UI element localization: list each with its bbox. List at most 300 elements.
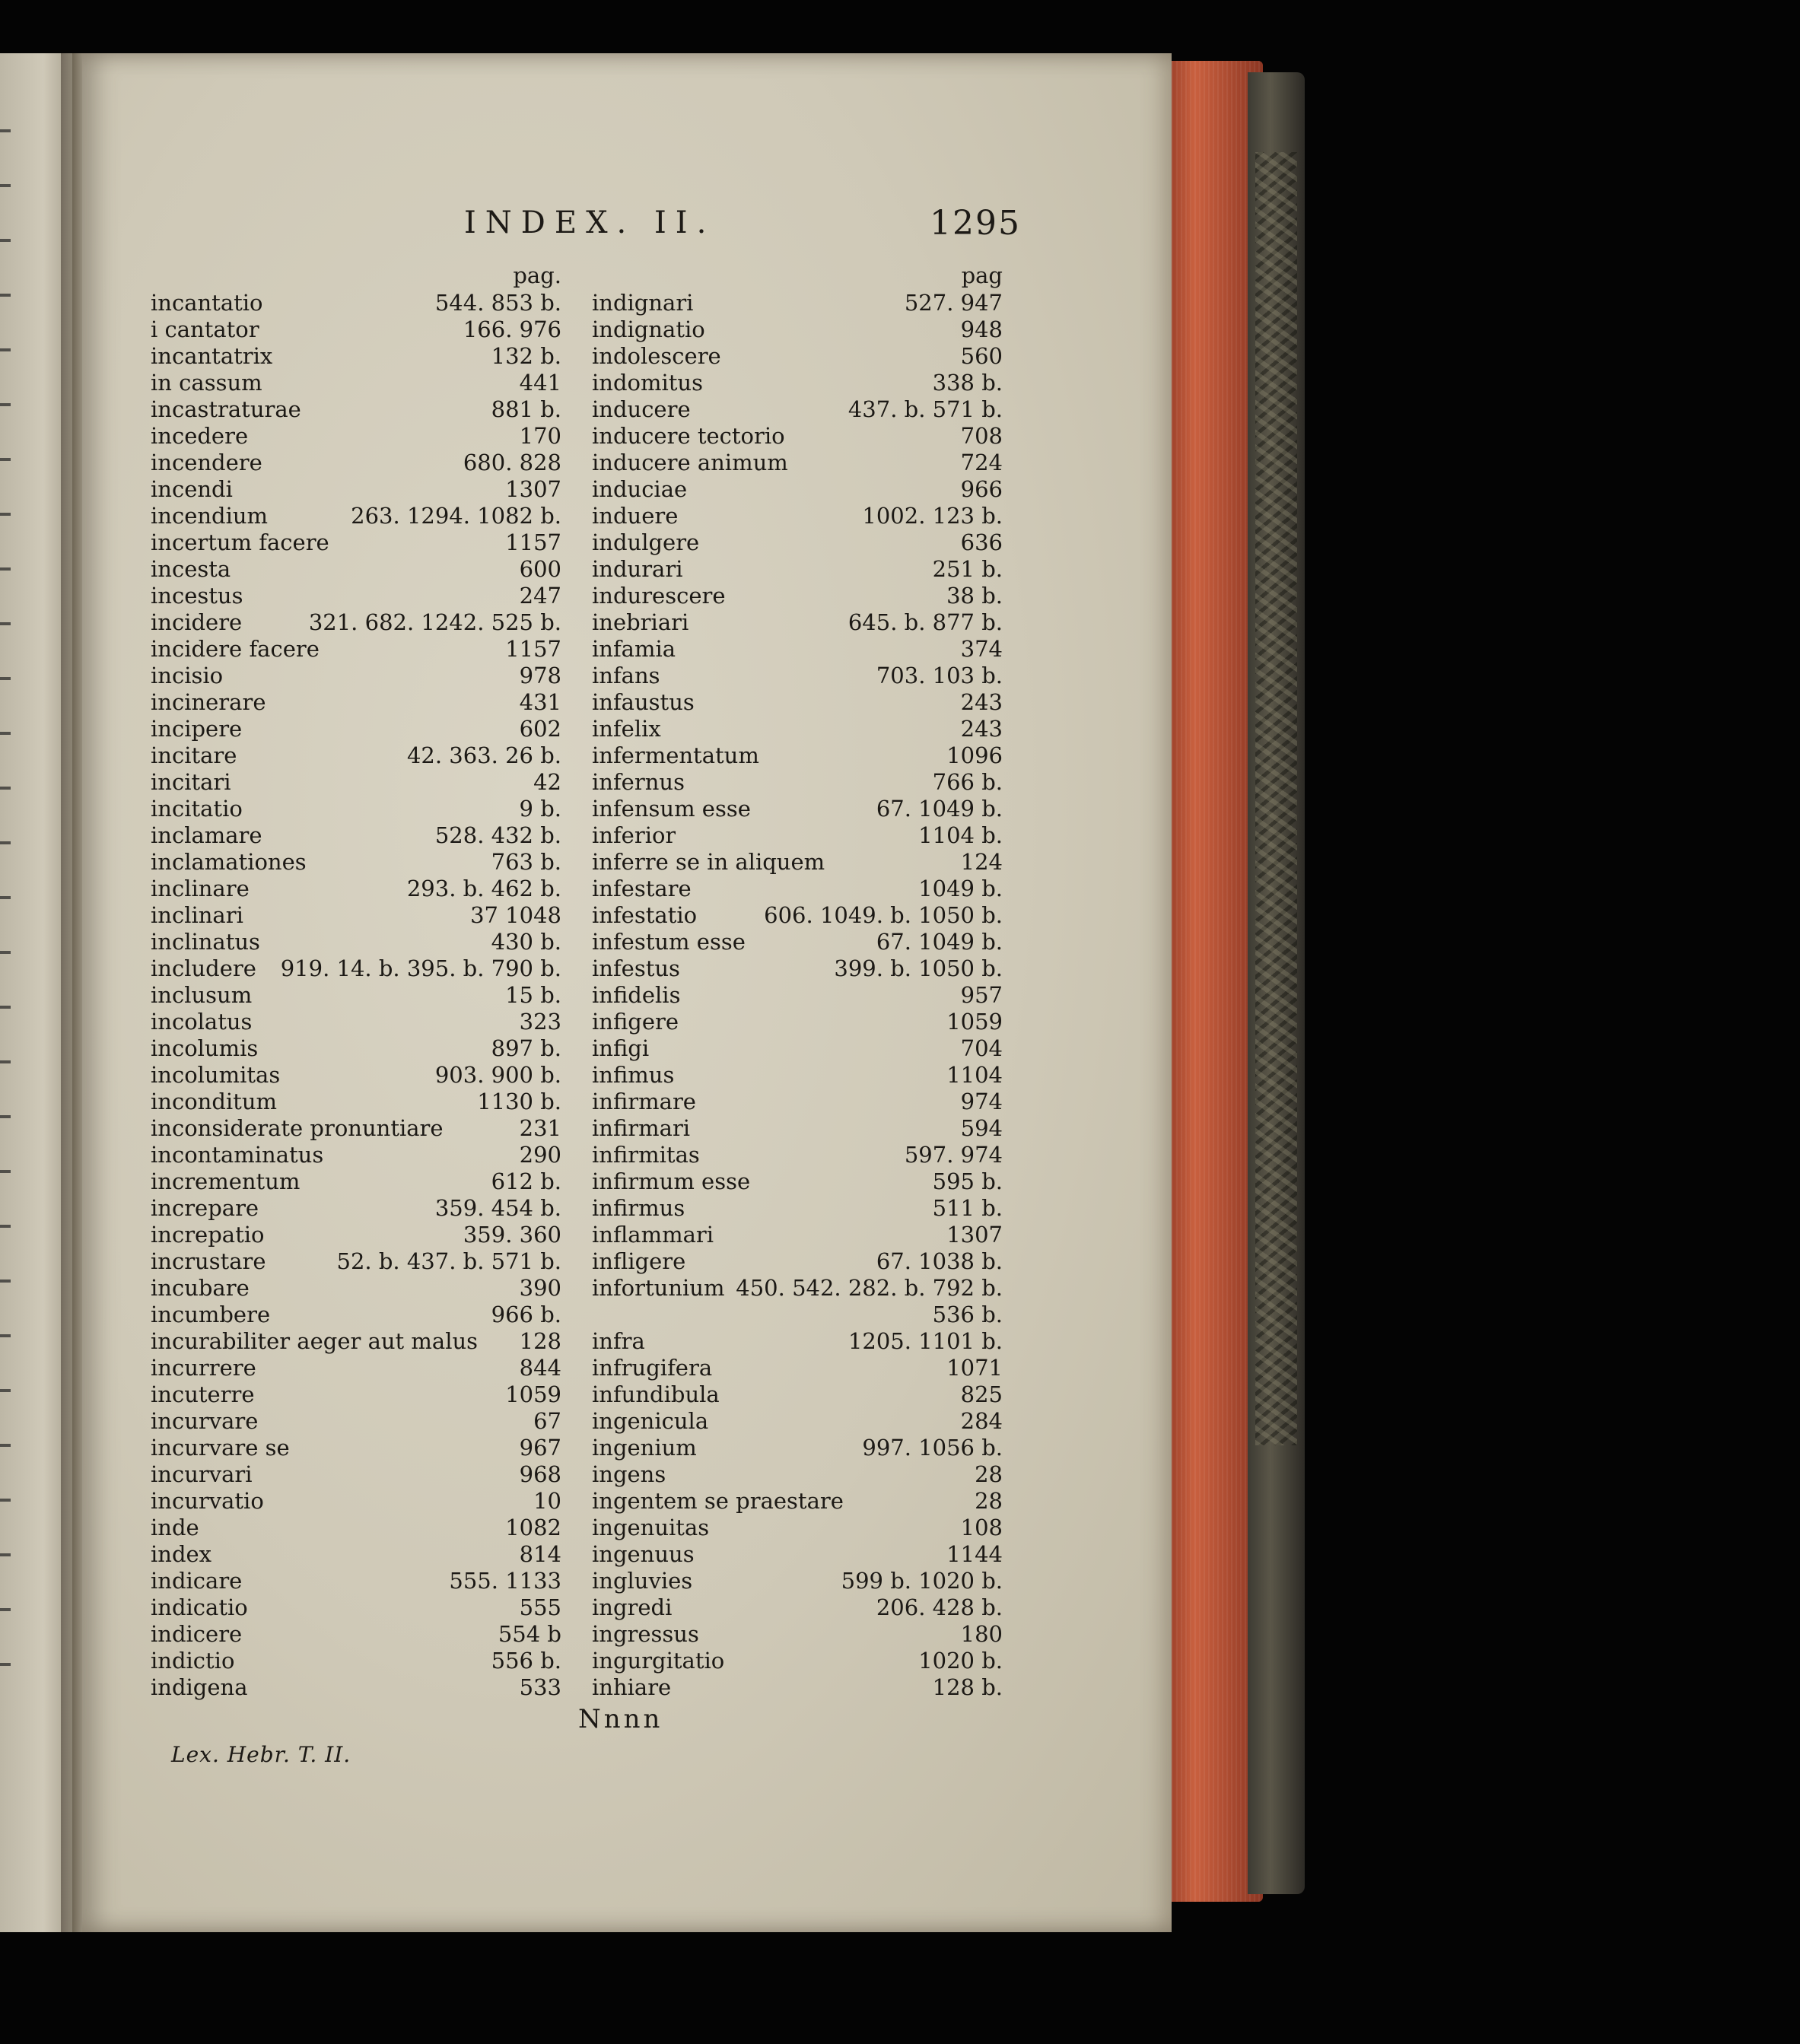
entry-pages: 1104 (946, 1062, 1003, 1088)
entry-pages: 10 (533, 1488, 561, 1514)
entry-term: incertum facere (151, 529, 329, 555)
entry-term: ingenicula (592, 1408, 709, 1434)
entry-pages: 132 b. (491, 343, 561, 369)
entry-pages: 28 (975, 1488, 1003, 1514)
entry-pages: 1104 b. (918, 822, 1003, 848)
entry-term: incubare (151, 1275, 250, 1301)
entry-pages: 844 (519, 1355, 561, 1381)
index-entry (592, 1302, 1003, 1328)
entry-term: ingenuitas (592, 1515, 710, 1540)
index-entry (151, 1461, 561, 1488)
entry-pages: 997. 1056 b. (862, 1435, 1003, 1461)
index-entry (151, 609, 561, 636)
entry-pages: 247 (519, 583, 561, 609)
entry-term: infirmare (592, 1089, 696, 1114)
entry-term: incolatus (151, 1009, 253, 1035)
entry-term: incantatrix (151, 343, 273, 369)
entry-term: infaustus (592, 689, 695, 715)
entry-term: ingredi (592, 1594, 673, 1620)
index-entry (151, 423, 561, 450)
entry-term: inducere tectorio (592, 423, 785, 449)
entry-pages: 957 (960, 982, 1003, 1008)
entry-term: infermentatum (592, 742, 759, 768)
entry-pages: 437. b. 571 b. (848, 396, 1003, 422)
entry-term: incurabiliter aeger aut malus (151, 1328, 479, 1354)
entry-pages: 243 (960, 716, 1003, 742)
index-entry (592, 876, 1003, 902)
entry-pages: 52. b. 437. b. 571 b. (336, 1248, 561, 1274)
index-entry (151, 529, 561, 556)
entry-term: infigere (592, 1009, 679, 1035)
entry-pages: 555 (519, 1594, 561, 1620)
entry-term: inferior (592, 822, 676, 848)
entry-pages: 1307 (505, 476, 561, 502)
entry-term: inhiare (592, 1674, 672, 1700)
entry-pages: 243 (960, 689, 1003, 715)
index-entry (592, 1248, 1003, 1275)
entry-pages: 1307 (946, 1222, 1003, 1248)
index-entry (151, 1168, 561, 1195)
index-entry (592, 796, 1003, 822)
index-entry (151, 1488, 561, 1515)
index-entry (592, 1062, 1003, 1089)
entry-pages: 600 (519, 556, 561, 582)
entry-term: i cantator (151, 316, 259, 342)
entry-pages: 1082 (505, 1515, 561, 1540)
entry-term: inde (151, 1515, 199, 1540)
entry-term: inclinare (151, 876, 250, 901)
entry-term: incidere (151, 609, 243, 635)
entry-pages: 321. 682. 1242. 525 b. (308, 609, 561, 635)
entry-pages: 1059 (946, 1009, 1003, 1035)
entry-pages: 67. 1038 b. (876, 1248, 1003, 1274)
index-entry (592, 1381, 1003, 1408)
entry-pages: 881 b. (491, 396, 561, 422)
entry-pages: 359. 454 b. (434, 1195, 561, 1221)
index-entry (151, 1408, 561, 1435)
index-entry (592, 1035, 1003, 1062)
index-entry (592, 503, 1003, 529)
index-entry (151, 1568, 561, 1594)
entry-pages: 206. 428 b. (876, 1594, 1003, 1620)
entry-pages: 704 (960, 1035, 1003, 1061)
index-entry (151, 1115, 561, 1142)
entry-term: infamia (592, 636, 676, 662)
entry-pages: 108 (960, 1515, 1003, 1540)
entry-term: infestum esse (592, 929, 746, 955)
entry-pages: 1157 (505, 529, 561, 555)
index-entry (592, 1621, 1003, 1648)
entry-term: infligere (592, 1248, 686, 1274)
entry-term: inclinatus (151, 929, 260, 955)
entry-term: infirmum esse (592, 1168, 751, 1194)
index-entry (592, 849, 1003, 876)
entry-term: incastraturae (151, 396, 301, 422)
index-entry (592, 822, 1003, 849)
entry-term: indurari (592, 556, 683, 582)
index-entry (592, 1461, 1003, 1488)
entry-pages: 967 (519, 1435, 561, 1461)
entry-term: inclamationes (151, 849, 307, 875)
entry-term: ingens (592, 1461, 666, 1487)
index-entry (592, 663, 1003, 689)
entry-pages: 554 b (498, 1621, 561, 1647)
entry-term: incumbere (151, 1302, 271, 1327)
entry-pages: 612 b. (491, 1168, 561, 1194)
entry-term: infestatio (592, 902, 698, 928)
index-entry (151, 1328, 561, 1355)
entry-term: indigena (151, 1674, 248, 1700)
left-page-text-fragments (0, 106, 11, 1704)
entry-term: incrementum (151, 1168, 301, 1194)
entry-term: inconsiderate pronuntiare (151, 1115, 444, 1141)
entry-pages: 180 (960, 1621, 1003, 1647)
index-entry (151, 902, 561, 929)
entry-pages: 555. 1133 (449, 1568, 561, 1594)
index-entry (151, 503, 561, 529)
entry-term: incitare (151, 742, 237, 768)
entry-pages: 441 (519, 370, 561, 396)
entry-term: infirmus (592, 1195, 685, 1221)
index-entry (592, 955, 1003, 982)
running-head: INDEX. II. (464, 205, 716, 240)
index-entry (151, 1302, 561, 1328)
entry-pages: 284 (960, 1408, 1003, 1434)
index-entry (151, 1009, 561, 1035)
index-entry (592, 423, 1003, 450)
entry-term: incurvari (151, 1461, 253, 1487)
signature-mark: Lex. Hebr. T. II. (171, 1742, 351, 1767)
index-column-left (151, 262, 561, 1701)
entry-pages: 594 (960, 1115, 1003, 1141)
index-entry (592, 1142, 1003, 1168)
entry-term: incrustare (151, 1248, 266, 1274)
index-entry (151, 1222, 561, 1248)
index-entry (592, 1594, 1003, 1621)
index-entry (592, 742, 1003, 769)
index-entry (151, 796, 561, 822)
entry-pages: 42. 363. 26 b. (406, 742, 561, 768)
entry-pages: 263. 1294. 1082 b. (351, 503, 561, 529)
entry-term: inferre se in aliquem (592, 849, 825, 875)
entry-pages: 1096 (946, 742, 1003, 768)
entry-term: in cassum (151, 370, 262, 396)
entry-term: ingressus (592, 1621, 699, 1647)
entry-term: includere (151, 955, 256, 981)
index-entry (592, 316, 1003, 343)
entry-term: incinerare (151, 689, 266, 715)
entry-term: incuterre (151, 1381, 255, 1407)
entry-pages: 166. 976 (463, 316, 561, 342)
entry-pages: 67. 1049 b. (876, 929, 1003, 955)
index-entry (151, 982, 561, 1009)
entry-pages: 948 (960, 316, 1003, 342)
index-entry (592, 1222, 1003, 1248)
index-entry (151, 583, 561, 609)
index-entry (592, 529, 1003, 556)
entry-pages: 966 b. (491, 1302, 561, 1327)
index-entry (151, 1674, 561, 1701)
entry-term: infans (592, 663, 660, 688)
entry-pages: 1157 (505, 636, 561, 662)
entry-term: incendi (151, 476, 233, 502)
entry-pages: 919. 14. b. 395. b. 790 b. (280, 955, 561, 981)
index-entry (592, 450, 1003, 476)
entry-term: ingenuus (592, 1541, 695, 1567)
entry-pages: 703. 103 b. (876, 663, 1003, 688)
index-entry (151, 1062, 561, 1089)
entry-term: inclamare (151, 822, 262, 848)
entry-pages: 527. 947 (904, 290, 1003, 316)
index-entry (592, 1515, 1003, 1541)
entry-term: incisio (151, 663, 224, 688)
entry-term: infundibula (592, 1381, 720, 1407)
index-entry (592, 1541, 1003, 1568)
entry-pages: 128 (519, 1328, 561, 1354)
index-entry (151, 636, 561, 663)
entry-pages: 528. 432 b. (434, 822, 561, 848)
entry-term: infernus (592, 769, 685, 795)
entry-term: incolumis (151, 1035, 259, 1061)
index-entry (592, 556, 1003, 583)
index-entry (592, 1674, 1003, 1701)
entry-term: incolumitas (151, 1062, 281, 1088)
entry-pages: 1049 b. (918, 876, 1003, 901)
index-entry (151, 1275, 561, 1302)
entry-pages: 903. 900 b. (434, 1062, 561, 1088)
index-entry (151, 1594, 561, 1621)
index-entry (592, 583, 1003, 609)
entry-term: incipere (151, 716, 243, 742)
entry-pages: 1144 (946, 1541, 1003, 1567)
index-entry (151, 1381, 561, 1408)
index-entry (592, 1009, 1003, 1035)
entry-term: indictio (151, 1648, 235, 1674)
entry-list-left (151, 290, 561, 1701)
entry-pages: 511 b. (932, 1195, 1003, 1221)
entry-term: ingentem se praestare (592, 1488, 844, 1514)
index-entry (151, 955, 561, 982)
entry-term: infidelis (592, 982, 681, 1008)
entry-pages: 968 (519, 1461, 561, 1487)
entry-term: ingluvies (592, 1568, 693, 1594)
entry-term: indicare (151, 1568, 243, 1594)
entry-term: indicatio (151, 1594, 248, 1620)
index-entry (592, 290, 1003, 316)
entry-pages: 124 (960, 849, 1003, 875)
entry-pages: 1002. 123 b. (862, 503, 1003, 529)
index-entry (151, 716, 561, 742)
entry-term: inclusum (151, 982, 253, 1008)
entry-term: indolescere (592, 343, 721, 369)
entry-term: infigi (592, 1035, 650, 1061)
entry-term: inducere (592, 396, 691, 422)
pag-label: pag (961, 262, 1003, 288)
pag-label: pag. (513, 262, 561, 288)
entry-term: inclinari (151, 902, 243, 928)
index-entry (151, 1621, 561, 1648)
entry-pages: 636 (960, 529, 1003, 555)
index-entry (592, 636, 1003, 663)
entry-term: inducere animum (592, 450, 788, 475)
entry-pages: 825 (960, 1381, 1003, 1407)
catchword: Nnnn (578, 1704, 663, 1734)
entry-pages: 897 b. (491, 1035, 561, 1061)
index-entry (592, 1568, 1003, 1594)
index-entry (592, 689, 1003, 716)
index-entry (592, 1488, 1003, 1515)
entry-term: incidere facere (151, 636, 320, 662)
index-entry (151, 1541, 561, 1568)
index-entry (151, 1195, 561, 1222)
entry-pages: 42 (533, 769, 561, 795)
entry-term: indurescere (592, 583, 726, 609)
index-entry (592, 343, 1003, 370)
entry-term: induciae (592, 476, 688, 502)
entry-pages: 1130 b. (477, 1089, 561, 1114)
entry-pages: 814 (519, 1541, 561, 1567)
entry-pages: 680. 828 (463, 450, 561, 475)
entry-term: increpatio (151, 1222, 265, 1248)
index-entry (592, 902, 1003, 929)
index-entry (592, 1408, 1003, 1435)
entry-term: inconditum (151, 1089, 277, 1114)
entry-pages: 374 (960, 636, 1003, 662)
entry-term: ingenium (592, 1435, 697, 1461)
index-entry (592, 1115, 1003, 1142)
entry-pages: 766 b. (932, 769, 1003, 795)
entry-term: incantatio (151, 290, 263, 316)
entry-pages: 708 (960, 423, 1003, 449)
entry-pages: 1071 (946, 1355, 1003, 1381)
entry-pages: 338 b. (932, 370, 1003, 396)
entry-term: indignatio (592, 316, 705, 342)
entry-term: incitari (151, 769, 231, 795)
entry-pages: 544. 853 b. (434, 290, 561, 316)
entry-term: inebriari (592, 609, 689, 635)
entry-pages: 1059 (505, 1381, 561, 1407)
entry-pages: 450. 542. 282. b. 792 b. (736, 1275, 1003, 1301)
entry-pages: 170 (519, 423, 561, 449)
index-entry (592, 1275, 1003, 1302)
entry-pages: 128 b. (932, 1674, 1003, 1700)
entry-pages: 966 (960, 476, 1003, 502)
index-entry (151, 476, 561, 503)
entry-term: incendere (151, 450, 262, 475)
entry-pages: 1020 b. (918, 1648, 1003, 1674)
entry-pages: 599 b. 1020 b. (841, 1568, 1003, 1594)
entry-pages: 1205. 1101 b. (848, 1328, 1003, 1354)
entry-term: indignari (592, 290, 694, 316)
index-entry (592, 716, 1003, 742)
index-entry (592, 1168, 1003, 1195)
entry-term: infensum esse (592, 796, 751, 822)
entry-term: incestus (151, 583, 243, 609)
index-entry (592, 1648, 1003, 1674)
index-entry (151, 1035, 561, 1062)
entry-term: infirmari (592, 1115, 691, 1141)
entry-term: infra (592, 1328, 645, 1354)
entry-pages: 978 (519, 663, 561, 688)
index-entry (592, 1435, 1003, 1461)
index-entry (151, 849, 561, 876)
entry-pages: 28 (975, 1461, 1003, 1487)
index-entry (151, 316, 561, 343)
index-entry (151, 1248, 561, 1275)
entry-pages: 323 (519, 1009, 561, 1035)
entry-term: induere (592, 503, 679, 529)
entry-term: indulgere (592, 529, 700, 555)
entry-pages: 15 b. (505, 982, 561, 1008)
entry-term: incurvatio (151, 1488, 264, 1514)
entry-list-right (592, 290, 1003, 1701)
entry-pages: 595 b. (932, 1168, 1003, 1194)
entry-pages: 359. 360 (463, 1222, 561, 1248)
index-entry (151, 1435, 561, 1461)
entry-pages: 67 (533, 1408, 561, 1434)
index-entry (592, 982, 1003, 1009)
entry-term: ingurgitatio (592, 1648, 725, 1674)
entry-term: infimus (592, 1062, 675, 1088)
entry-pages: 597. 974 (904, 1142, 1003, 1168)
entry-pages: 251 b. (932, 556, 1003, 582)
entry-term: increpare (151, 1195, 259, 1221)
index-entry (151, 876, 561, 902)
index-entry (151, 769, 561, 796)
entry-pages: 293. b. 462 b. (406, 876, 561, 901)
page-number: 1295 (930, 204, 1021, 243)
index-entry (592, 1328, 1003, 1355)
entry-pages: 9 b. (519, 796, 561, 822)
entry-pages: 231 (519, 1115, 561, 1141)
entry-pages: 67. 1049 b. (876, 796, 1003, 822)
entry-term: infestus (592, 955, 680, 981)
entry-pages: 602 (519, 716, 561, 742)
index-entry (592, 1089, 1003, 1115)
entry-pages: 724 (960, 450, 1003, 475)
index-entry (151, 450, 561, 476)
index-column-right (592, 262, 1003, 1701)
entry-pages: 290 (519, 1142, 561, 1168)
index-entry (592, 1195, 1003, 1222)
entry-pages: 536 b. (932, 1302, 1003, 1327)
index-entry (592, 929, 1003, 955)
entry-pages: 645. b. 877 b. (848, 609, 1003, 635)
index-entry (151, 396, 561, 423)
entry-term: index (151, 1541, 212, 1567)
entry-pages: 399. b. 1050 b. (834, 955, 1003, 981)
entry-term: incontaminatus (151, 1142, 324, 1168)
entry-term: incitatio (151, 796, 243, 822)
entry-pages: 556 b. (491, 1648, 561, 1674)
entry-pages: 37 1048 (470, 902, 561, 928)
index-entry (151, 1355, 561, 1381)
index-entry (151, 1089, 561, 1115)
index-entry (592, 1355, 1003, 1381)
index-entry (592, 609, 1003, 636)
index-entry (151, 1515, 561, 1541)
index-entry (592, 370, 1003, 396)
entry-term: infrugifera (592, 1355, 713, 1381)
index-entry (151, 370, 561, 396)
entry-pages: 974 (960, 1089, 1003, 1114)
entry-term: incedere (151, 423, 249, 449)
index-entry (592, 769, 1003, 796)
index-entry (151, 929, 561, 955)
entry-pages: 606. 1049. b. 1050 b. (764, 902, 1003, 928)
entry-pages: 390 (519, 1275, 561, 1301)
index-entry (151, 689, 561, 716)
